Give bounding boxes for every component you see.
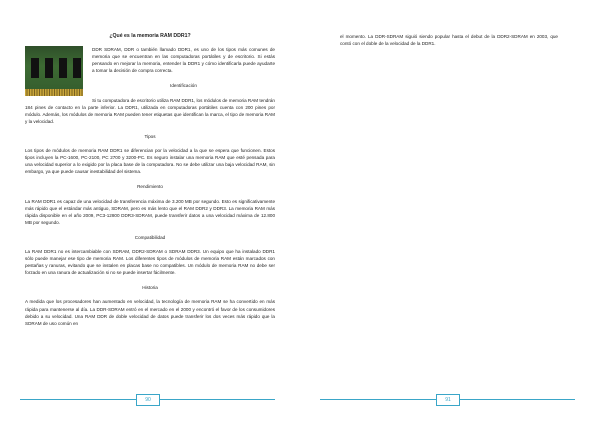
right-footer-line xyxy=(320,399,575,410)
left-footer-line xyxy=(20,399,275,410)
continuation-paragraph: el momento. La DDR-SDRAM siguió siendo popular hasta el debut de la DDR2-SDRAM en 2003, que contó con el doble de la velocidad de la DDR1. xyxy=(340,34,558,47)
left-text-column xyxy=(25,33,275,335)
intro-paragraph: DDR SDRAM, DDR o también llamado DDR1, es uno de los tipos más comunes de memoria que se encuentran en las computadoras portátiles y de escritorio. Si estás pensando en mejorar la memoria, entender la DDR1 y cómo identificarla puede ayudarte a tomar la decisión de compra correcta. xyxy=(92,47,275,74)
right-text-column xyxy=(340,33,558,55)
paragraph-compatibilidad: La RAM DDR1 no es intercambiable con SDRAM, DDR2-SDRAM o SDRAM DDR3. Un equipo que ha instalado DDR1 sólo puede manejar ese tipo de memoria RAM. Los diferentes tipos de módulos de memoria RAM están marcados con pestañas y ranuras, evitando que se instalen en placas base no compatibles. Un módulo de memoria RAM no debe ser forzado en una ranura de actualización si no se puede insertar fácilmente. xyxy=(25,248,275,276)
heading-rendimiento: Rendimiento xyxy=(137,184,163,190)
heading-tipos: Tipos xyxy=(144,133,156,139)
ram-module-image xyxy=(25,46,83,96)
page-title: ¿Qué es la memoria RAM DDR1? xyxy=(109,33,191,39)
paragraph-tipos: Los tipos de módulos de memoria RAM DDR1 se diferencian por la velocidad a la que se espera que funcionen. Estos tipos incluyen la PC-1600, PC-2100, PC 2700 y 3200-PC. Es seguro instalar una memoria RAM que esté pensada para una velocidad superior a lo exigido por la placa base de la computadora. No se debe utilizar una baja velocidad RAM, sin embargo, ya que puede causar inestabilidad del sistema. xyxy=(25,148,275,175)
heading-identificacion: Identificación xyxy=(170,83,197,89)
paragraph-rendimiento: La RAM DDR1 es capaz de una velocidad de transferencia máxima de 3.200 MB por segundo. Esto es significativamente más rápido que el estándar más antiguo, SDRAM, pero es más lento que el RAM DDR2 y DDR3. La memoria RAM más rápida disponible en el año 2009, PC3-12800 DDR3-SDRAM, puede transferir datos a una velocidad máxima de 12.800 MB por segundo. xyxy=(25,198,275,225)
page-number-left: 90 xyxy=(136,394,160,406)
page-number-right: 91 xyxy=(436,394,460,406)
heading-historia: Historia xyxy=(142,285,158,291)
paragraph-historia: A medida que los procesadores han aumentado en velocidad, la tecnología de memoria RAM se ha convertido en más rápida para mantenerse al día. La DDR-SDRAM entró en el mercado en el 2000 y encontró el favor de los consumidores debido a su velocidad. Una RAM DDR de doble velocidad de datos puede transferir los dos veces más rápido que la SDRAM de uso común en xyxy=(25,299,275,326)
heading-compatibilidad: Compatibilidad xyxy=(134,234,166,240)
paragraph-identificacion: Si tu computadora de escritorio utiliza RAM DDR1, los módulos de memoria RAM tendrán 184 pines de contacto en la parte inferior. La DDR1, utilizada en computadoras portátiles cuenta con 200 pines por módulo. Además, los módulos de memoria RAM pueden tener etiquetas que identifican la marca, el tipo de memoria RAM y la velocidad. xyxy=(25,97,275,124)
right-page xyxy=(300,0,600,424)
